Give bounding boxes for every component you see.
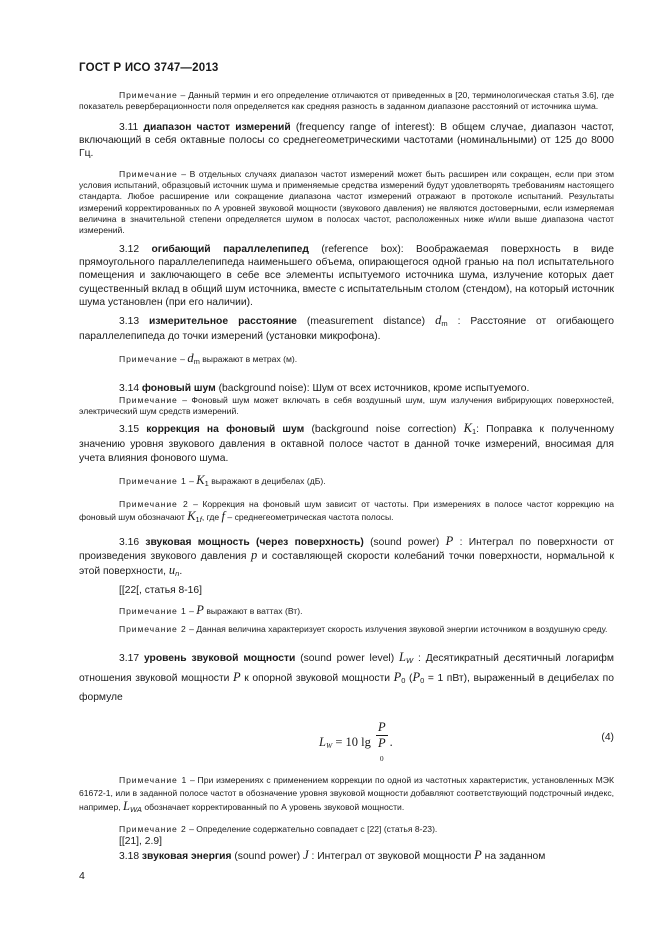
note-3-10: Примечание – Данный термин и его определение отличаются от приведенных в [20, терминологическая статья 3.6], где показатель реверберационности поля определяется как средняя разность в заданном диапазоне расстояний от источника шума. bbox=[79, 90, 614, 112]
note-3-15-1: Примечание 1 – K1 выражают в децибелах (дБ). bbox=[119, 472, 326, 488]
term-3-12: 3.12 огибающий параллелепипед (reference box): Воображаемая поверхность в виде прямоугольного параллелепипеда наименьшего объема, опирающегося одной гранью на пол испытательного помещения и заключающего в себе все элементы испытуемого источника шума, излучение которых дает существенный вклад в общий шум источника, вместе с испытательным столом (стендом), на который источник шума установлен (при его наличии). bbox=[79, 243, 614, 309]
term-name: звуковая мощность (через поверхность) bbox=[145, 536, 364, 548]
note-3-15-2: Примечание 2 – Коррекция на фоновый шум зависит от частоты. При измерениях в полосе частот коррекцию на фоновый шум обозначают K1f, где f – среднегеометрическая частота полосы. bbox=[79, 499, 614, 524]
term-name: уровень звуковой мощности bbox=[143, 653, 296, 665]
document-body bbox=[79, 90, 614, 863]
formula-expression: LW = 10 lg P P 0 . bbox=[319, 720, 393, 766]
term-3-18: 3.18 звуковая энергия (sound power) J : Интеграл от звуковой мощности P на заданном bbox=[119, 847, 546, 862]
note-3-14: Примечание – Фоновый шум может включать в себя воздушный шум, шум излучения вибрирующих поверхностей, электрический шум средств измерений. bbox=[79, 395, 615, 417]
term-3-14: 3.14 фоновый шум (background noise): Шум от всех источников, кроме испытуемого. bbox=[119, 382, 530, 394]
term-name: фоновый шум bbox=[141, 382, 216, 394]
note-3-13: Примечание – dm выражают в метрах (м). bbox=[119, 351, 298, 367]
term-3-16: 3.16 звуковая мощность (через поверхность) (sound power) P : Интеграл по поверхности от произведения звукового давления p и составляющей скорости колебаний точки поверхности, нормальной к этой поверхности, un. bbox=[79, 533, 614, 578]
term-name: огибающий параллелепипед bbox=[151, 243, 309, 255]
fraction: P P 0 bbox=[376, 720, 388, 766]
document-header: ГОСТ Р ИСО 3747—2013 bbox=[79, 62, 219, 74]
term-name: коррекция на фоновый шум bbox=[146, 423, 305, 435]
term-3-17: 3.17 уровень звуковой мощности (sound power level) LW : Десятикратный десятичный логарифм отношения звуковой мощности P к опорной звуковой мощности $P_0$ ($P_0 = 1$ пВт), выраженный в децибелах по формуле bbox=[79, 650, 614, 704]
note-3-17-1: Примечание 1 – При измерениях с применением коррекции по одной из частотных характеристик, установленных МЭК 61672-1, или в заданной полосе частот в обозначение уровня звуковой мощности добавляют соответствующий подстрочный индекс, например, LWA обозначает корректированный по А уровень звуковой мощности. bbox=[79, 775, 614, 815]
note-3-17-2: Примечание 2 – Определение содержательно совпадает с [22] (статья 8-23). bbox=[119, 824, 438, 835]
fraction-denominator: P 0 bbox=[377, 736, 386, 764]
term-name: звуковая энергия bbox=[141, 850, 232, 862]
reference-3-16: [[22[, статья 8-16] bbox=[119, 585, 202, 597]
term-3-11: 3.11 диапазон частот измерений (frequency range of interest): В общем случае, диапазон частот, включающий в себя октавные полосы со среднегеометрическими частотами (номинальными) от 125 до 8000 Гц. bbox=[79, 121, 614, 160]
page-number: 4 bbox=[79, 870, 85, 882]
term-name: диапазон частот измерений bbox=[143, 121, 291, 133]
note-3-16-1: Примечание 1 – P выражают в ваттах (Вт). bbox=[119, 603, 303, 618]
note-3-16-2: Примечание 2 – Данная величина характеризует скорость излучения звуковой энергии источником в воздушную среду. bbox=[119, 623, 608, 634]
term-3-13: 3.13 измерительное расстояние (measurement distance) $d_m$ : Расстояние от огибающего параллелепипеда до точки измерений (установки микрофона). bbox=[79, 312, 614, 343]
term-3-15: 3.15 коррекция на фоновый шум (background noise correction) $K_1$: Поправка к полученному значению уровня звукового давления в октавной полосе частот в данной точке измерений, вносимая для учета влияния фонового шума. bbox=[79, 420, 614, 464]
term-name: измерительное расстояние bbox=[149, 315, 297, 327]
note-3-11: Примечание – В отдельных случаях диапазон частот измерений может быть расширен или сокращен, если при этом условия испытаний, образцовый источник шума и применяемые средства измерений будут удовлетворять требованиям настоящего стандарта. Любое расширение или сокращение диапазона частот измерений отражают в протоколе испытаний. Результаты измерений корректированных по А уровней звуковой мощности (звукового давления) не являются достоверными, если измеряемая величина в значительной степени определяется шумом в полосах частот, расположенных ниже и/или выше диапазона частот измерений. bbox=[79, 168, 614, 236]
reference-3-17: [[21], 2.9] bbox=[119, 836, 162, 848]
formula-4 bbox=[79, 712, 614, 762]
formula-number: (4) bbox=[601, 732, 614, 744]
